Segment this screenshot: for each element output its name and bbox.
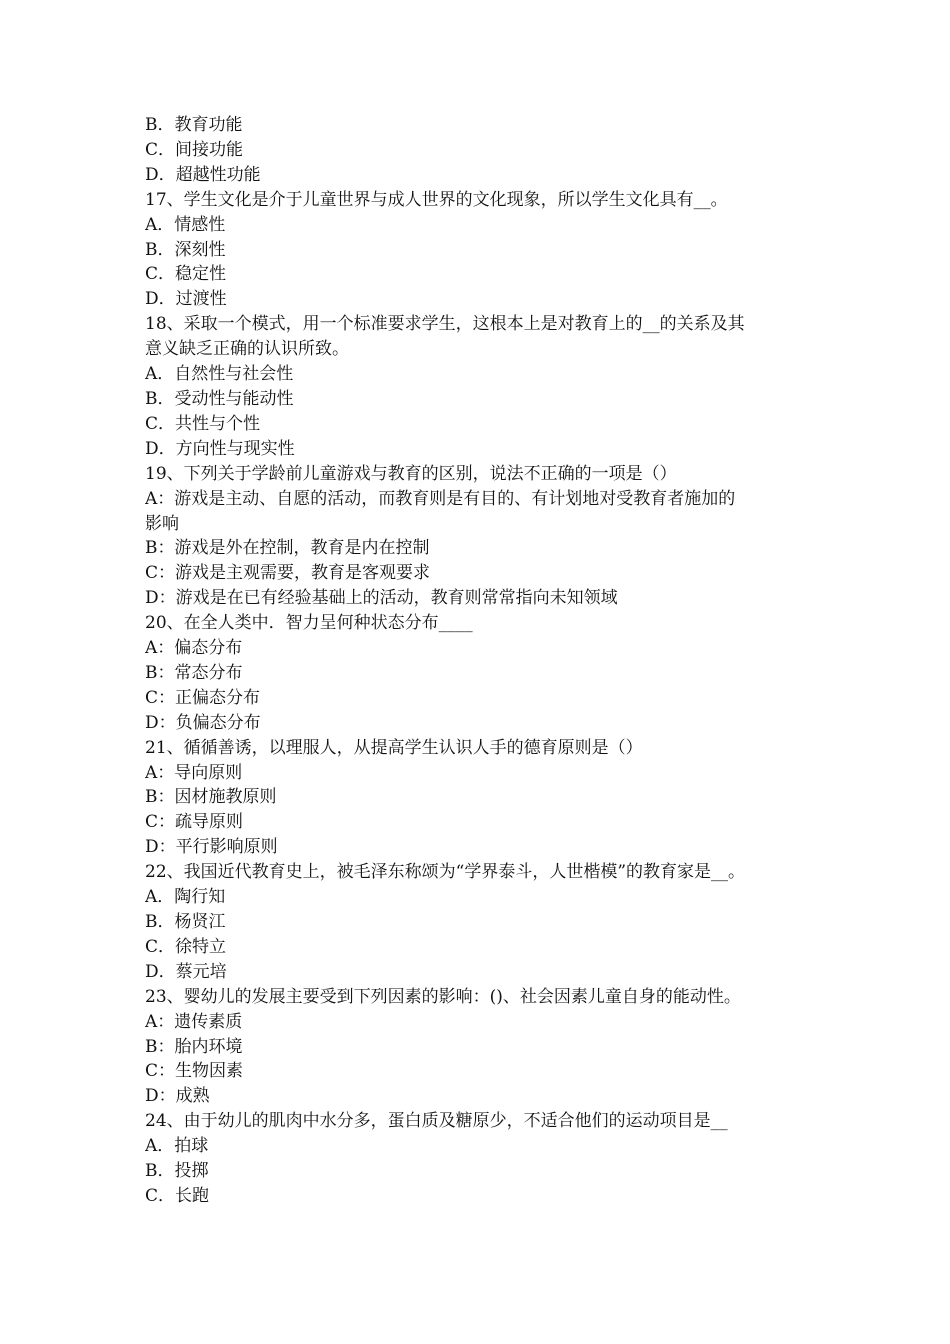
- option-line: C：生物因素: [145, 1061, 244, 1082]
- question-21: 21、循循善诱，以理服人，从提高学生认识人手的德育原则是（）: [145, 737, 643, 758]
- option-line: B．教育功能: [145, 115, 243, 135]
- document-body: [145, 113, 813, 1209]
- option-line: A．自然性与社会性: [145, 364, 294, 385]
- option-line: D：负偏态分布: [145, 712, 261, 733]
- option-line: B．受动性与能动性: [145, 388, 294, 409]
- option-line: D．蔡元培: [145, 961, 227, 982]
- question-23: 23、婴幼儿的发展主要受到下列因素的影响：()、社会因素儿童自身的能动性。: [145, 986, 741, 1007]
- option-line: B．投掷: [145, 1161, 209, 1182]
- option-line: B：因材施教原则: [145, 787, 277, 808]
- option-line: D．超越性功能: [145, 164, 261, 185]
- option-line: A：偏态分布: [145, 638, 243, 659]
- option-line: C．稳定性: [145, 264, 227, 285]
- option-line: B．杨贤江: [145, 912, 226, 932]
- question-18: 18、采取一个模式，用一个标准要求学生，这根本上是对教育上的__的关系及其: [145, 314, 745, 335]
- option-line: A：游戏是主动、自愿的活动，而教育则是有目的、有计划地对受教育者施加的: [145, 488, 736, 509]
- option-line: C．间接功能: [145, 139, 244, 160]
- option-line: C．共性与个性: [145, 413, 261, 434]
- question-18-continued: 意义缺乏正确的认识所致。: [145, 339, 349, 360]
- option-line: C：疏导原则: [145, 812, 244, 833]
- option-line: D．方向性与现实性: [145, 438, 295, 459]
- question-22: 22、我国近代教育史上，被毛泽东称颂为“学界泰斗，人世楷模”的教育家是__。: [145, 862, 746, 883]
- option-line: C．徐特立: [145, 936, 227, 957]
- option-line: D：成熟: [145, 1086, 210, 1107]
- question-20: 20、在全人类中．智力呈何种状态分布____: [145, 613, 473, 634]
- option-line-continued: 影响: [145, 513, 179, 534]
- question-24: 24、由于幼儿的肌肉中水分多，蛋白质及糖原少，不适合他们的运动项目是__: [145, 1111, 728, 1132]
- option-line: B：游戏是外在控制，教育是内在控制: [145, 538, 430, 559]
- option-line: A．情感性: [145, 214, 226, 235]
- option-line: D．过渡性: [145, 289, 227, 310]
- option-line: A．陶行知: [145, 887, 226, 908]
- option-line: A：导向原则: [145, 762, 243, 783]
- option-line: A：遗传素质: [145, 1011, 243, 1032]
- option-line: C：游戏是主观需要，教育是客观要求: [145, 563, 431, 584]
- option-line: B：常态分布: [145, 662, 243, 683]
- option-line: A．拍球: [145, 1136, 209, 1157]
- option-line: B：胎内环境: [145, 1036, 243, 1057]
- option-line: B．深刻性: [145, 239, 226, 260]
- option-line: C：正偏态分布: [145, 687, 261, 708]
- question-17: 17、学生文化是介于儿童世界与成人世界的文化现象，所以学生文化具有__。: [145, 189, 728, 210]
- option-line: D：平行影响原则: [145, 837, 278, 858]
- option-line: D：游戏是在已有经验基础上的活动，教育则常常指向未知领域: [145, 588, 618, 609]
- question-19: 19、下列关于学龄前儿童游戏与教育的区别，说法不正确的一项是（）: [145, 463, 677, 484]
- option-line: C．长跑: [145, 1185, 210, 1206]
